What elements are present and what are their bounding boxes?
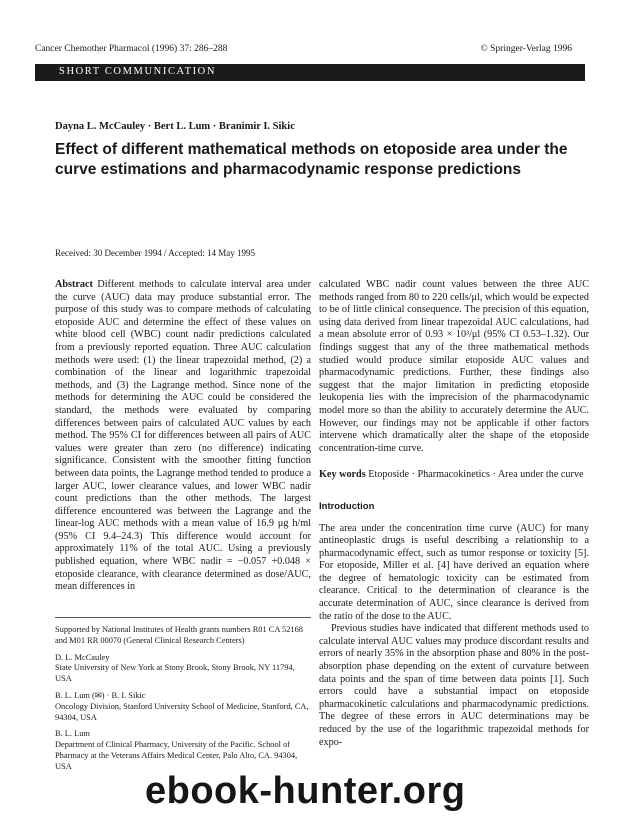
introduction-paragraph-2: Previous studies have indicated that different methods used to calculate interval AUC values may produce discordant results and errors of nearly 35% in the absorption phase and 80% in the post-absorption phase depending on the extent of curvature between data points and the span of time between data points [1]. Such errors could have a substantial impact on etoposide pharmacokinetic calculations and pharmacodynamic predictions. The degree of these errors in AUC determinations may be reduced by the use of the logarithmic trapezoidal methods for expo- [319,623,589,748]
keywords-paragraph [319,469,589,482]
affiliation-name: B. L. Lum [55,729,90,739]
affiliation-name: D. L. McCauley [55,652,110,662]
copyright-notice: © Springer-Verlag 1996 [480,44,572,54]
abstract-label: Abstract [55,279,93,290]
affiliation-address: Oncology Division, Stanford University School of Medicine, Stanford, CA, 94304, USA [55,701,309,722]
abstract-text-left: Different methods to calculate interval area under the curve (AUC) data may produce substantial error. The purpose of this study was to compare methods of calculating etoposide AUC and determine the effect of these values on white blood cell (WBC) count nadir predictions calculated from a previously reported equation. Three AUC calculation methods were used: (1) the linear trapezoidal method, (2) a combination of the linear and logarithmic trapezoidal methods, and (3) the Lagrange method. Since none of the methods for determining the AUC could be considered the standard, the methods were evaluated by comparing differences between pairs of calculated AUC values by each method. The 95% CI for differences between all pairs of AUC values were greater than zero (no difference) indicating significance. Consistent with the smoother fitting function between data points, the Lagrange method tended to produce a larger AUC, lower clearance values, and lower WBC nadir count predictions than the other methods. The largest difference encountered was between the Lagrange and the linear-log AUC methods with a mean value of 16.9 μg h/ml (95% CI 9.4–24.3) This difference would account for approximately 11% of the total AUC. Using a previously published equation, where WBC nadir = −0.057 +0.048 × etoposide clearance, with clearance determined as dose/AUC, mean differences in [55,279,311,593]
introduction-heading: Introduction [319,500,375,512]
watermark-text: ebook-hunter.org [145,770,466,812]
introduction-paragraph-1: The area under the concentration time curve (AUC) for many antineoplastic drugs is useful describing a relationship to a pharmacodynamic effect, such as tumor response or toxicity [5]. For etoposide, Miller et al. [4] have derived an equation where the degree of hematologic toxicity can be estimated from clearance. Critical to the determination of clearance is the accurate determination of AUC, since clearance is derived from the ratio of the dose to the AUC. [319,522,589,622]
footnotes [55,625,311,779]
journal-reference: Cancer Chemother Pharmacol (1996) 37: 286–288 [35,44,228,54]
affiliation-name: B. L. Lum (✉) · B. I. Sikic [55,690,146,700]
keywords-list: Etoposide · Pharmacokinetics · Area under the curve [368,469,584,481]
affiliation-address: State University of New York at Stony Brook, Stony Brook, NY 11794, USA [55,663,295,684]
section-label: SHORT COMMUNICATION [59,66,217,77]
author-affiliation-3 [55,729,311,772]
abstract-text-right: calculated WBC nadir count values between the three AUC methods ranged from 80 to 220 cells/μl, which would be expected to be of little clinical consequence. The precision of this equation, using data derived from linear trapezoidal AUC calculations, had a mean absolute error of 0.93 × 10³/μl (95% CI 0.53–1.32). Our findings suggest that any of the three mathematical methods studied would produce similar etoposide AUC values and pharmacodynamic predictions. Further, these findings also suggest that the major limitation in predicting etoposide leukopenia lies with the imprecision of the pharmacodynamic model more so than the ability to accurately determine the AUC. However, our findings may not be applicable if other factors intervene which dramatically alter the shape of the etoposide concentration-time curve. [319,279,589,454]
abstract-paragraph-start [55,279,311,594]
received-accepted-dates: Received: 30 December 1994 / Accepted: 14 May 1995 [55,248,255,258]
footnote-divider [55,617,311,618]
article-title: Effect of different mathematical methods on etoposide area under the curve estimations and pharmacodynamic response predictions [55,141,568,178]
author-affiliation-1 [55,653,311,685]
left-column [55,279,311,594]
keywords-label: Key words [319,469,366,481]
funding-note: Supported by National Institutes of Health grants numbers R01 CA 52168 and M01 RR 00070 (General Clinical Research Centers) [55,625,303,645]
section-banner [35,64,585,81]
author-affiliation-2 [55,691,311,723]
right-column [319,279,589,749]
affiliation-address: Department of Clinical Pharmacy, University of the Pacific. School of Pharmacy at the Veterans Affairs Medical Center, Palo Alto, CA. 94304, USA [55,740,298,771]
author-list: Dayna L. McCauley · Bert L. Lum · Branimir I. Sikic [55,121,295,132]
